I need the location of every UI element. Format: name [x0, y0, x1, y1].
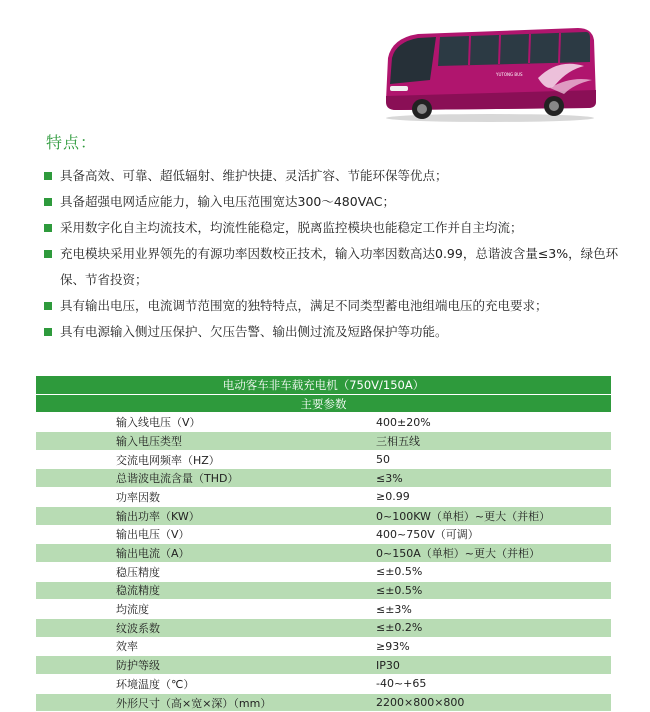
- spec-table-title: 电动客车非车载充电机（750V/150A）: [36, 376, 611, 394]
- features-title: 特点：: [46, 133, 98, 152]
- spec-table-subtitle-row: [36, 394, 611, 413]
- feature-text: 充电模块采用业界领先的有源功率因数校正技术，输入功率因数高达0.99，总谐波含量≤3%，绿色环保、节省投资；: [60, 246, 619, 287]
- param-label: 纹波系数: [36, 618, 368, 637]
- bus-image: [378, 18, 600, 124]
- table-row: [36, 506, 611, 525]
- param-label: 均流度: [36, 600, 368, 619]
- feature-text: 具备高效、可靠、超低辐射、维护快捷、灵活扩容、节能环保等优点；: [60, 168, 448, 183]
- param-label: 总谐波电流含量（THD）: [36, 469, 368, 488]
- param-label: 功率因数: [36, 488, 368, 507]
- feature-item: [40, 293, 640, 319]
- param-label: 防护等级: [36, 656, 368, 675]
- param-value: -40~+65: [368, 675, 611, 694]
- spec-table-title-row: [36, 376, 611, 394]
- param-label: 环境温度（℃）: [36, 675, 368, 694]
- param-value: 三相五线: [368, 432, 611, 451]
- param-label: 输入线电压（V）: [36, 413, 368, 432]
- table-row: [36, 675, 611, 694]
- feature-item: [40, 319, 640, 345]
- square-bullet-icon: [44, 198, 52, 206]
- table-row: [36, 581, 611, 600]
- feature-item: [40, 163, 640, 189]
- table-row: [36, 413, 611, 432]
- table-row: [36, 432, 611, 451]
- table-row: [36, 488, 611, 507]
- param-value: IP30: [368, 656, 611, 675]
- feature-text: 采用数字化自主均流技术，均流性能稳定，脱离监控模块也能稳定工作并自主均流；: [60, 220, 523, 235]
- param-label: 交流电网频率（HZ）: [36, 450, 368, 469]
- table-row: [36, 618, 611, 637]
- param-value: ≥93%: [368, 637, 611, 656]
- square-bullet-icon: [44, 302, 52, 310]
- square-bullet-icon: [44, 328, 52, 336]
- feature-text: 具有输出电压，电流调节范围宽的独特特点，满足不同类型蓄电池组端电压的充电要求；: [60, 298, 548, 313]
- features-list: [40, 163, 640, 345]
- bus-logo-text: YUTONG BUS: [496, 72, 523, 77]
- param-value: 400±20%: [368, 413, 611, 432]
- table-row: [36, 544, 611, 563]
- table-row: [36, 637, 611, 656]
- param-value: ≤±0.5%: [368, 581, 611, 600]
- table-row: [36, 469, 611, 488]
- param-label: 稳压精度: [36, 562, 368, 581]
- square-bullet-icon: [44, 250, 52, 258]
- param-label: 输入电压类型: [36, 432, 368, 451]
- feature-text: 具备超强电网适应能力，输入电压范围宽达300～480VAC；: [60, 194, 396, 209]
- feature-item: [40, 215, 640, 241]
- param-value: 50: [368, 450, 611, 469]
- param-value: 0~150A（单柜）~更大（并柜）: [368, 544, 611, 563]
- table-row: [36, 693, 611, 712]
- table-row: [36, 656, 611, 675]
- feature-item: [40, 189, 640, 215]
- table-row: [36, 600, 611, 619]
- param-label: 输出电压（V）: [36, 525, 368, 544]
- table-row: [36, 450, 611, 469]
- param-label: 效率: [36, 637, 368, 656]
- spec-table: [36, 376, 611, 712]
- param-value: ≤3%: [368, 469, 611, 488]
- spec-table-subtitle: 主要参数: [36, 394, 611, 413]
- feature-item: [40, 241, 640, 293]
- param-value: ≤±3%: [368, 600, 611, 619]
- table-row: [36, 525, 611, 544]
- param-value: 0~100KW（单柜）~更大（并柜）: [368, 506, 611, 525]
- param-value: ≤±0.5%: [368, 562, 611, 581]
- param-label: 外形尺寸（高×宽×深）（mm）: [36, 693, 368, 712]
- table-row: [36, 562, 611, 581]
- param-value: ≥0.99: [368, 488, 611, 507]
- param-value: 2200×800×800: [368, 693, 611, 712]
- square-bullet-icon: [44, 224, 52, 232]
- square-bullet-icon: [44, 172, 52, 180]
- param-label: 稳流精度: [36, 581, 368, 600]
- param-value: ≤±0.2%: [368, 618, 611, 637]
- feature-text: 具有电源输入侧过压保护、欠压告警、输出侧过流及短路保护等功能。: [60, 324, 448, 339]
- param-value: 400~750V（可调）: [368, 525, 611, 544]
- param-label: 输出功率（KW）: [36, 506, 368, 525]
- param-label: 输出电流（A）: [36, 544, 368, 563]
